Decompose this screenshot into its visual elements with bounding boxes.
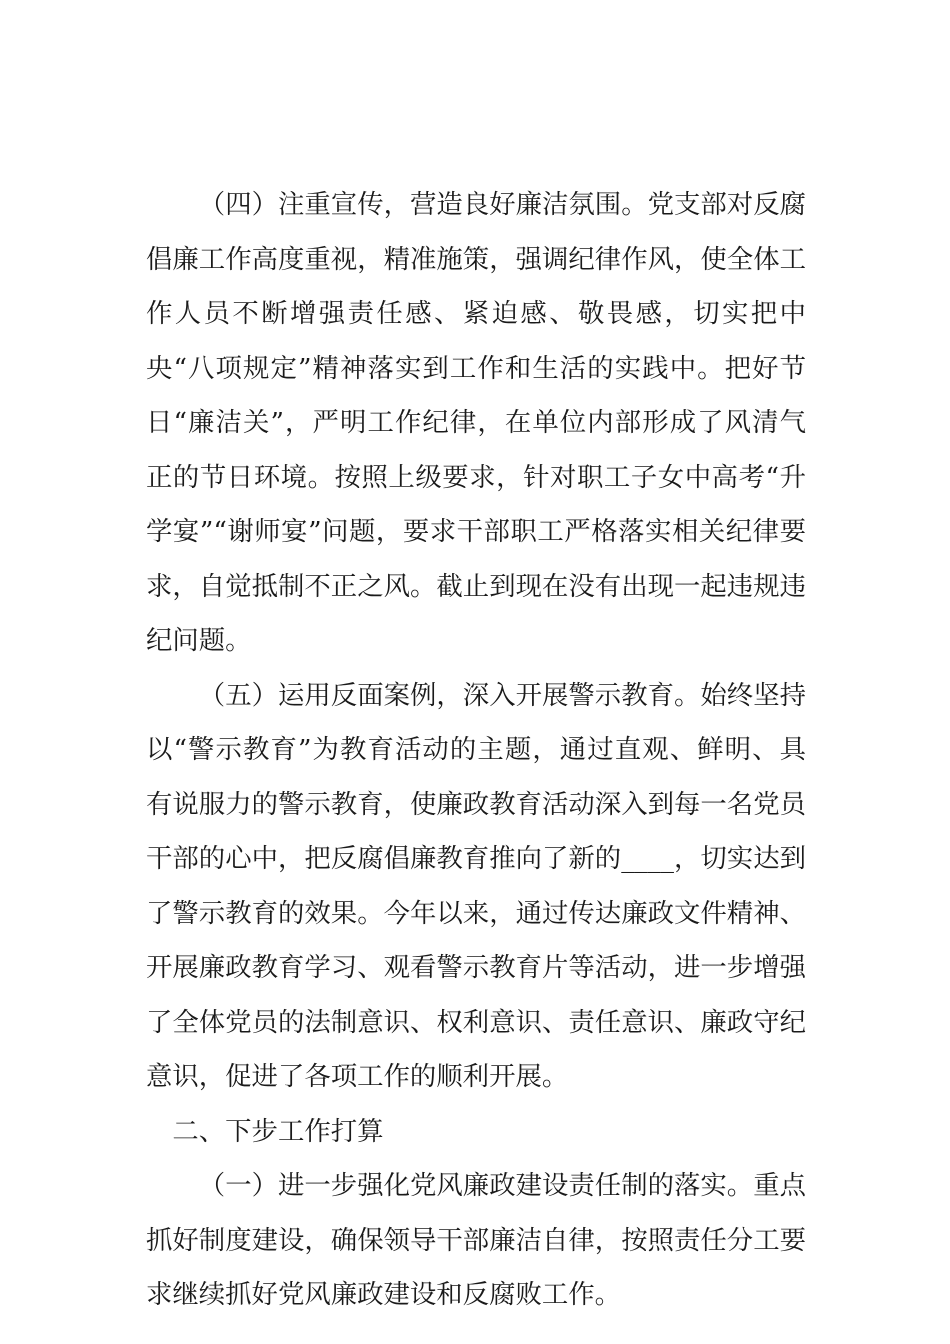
paragraph-publicity: （四）注重宣传，营造良好廉洁氛围。党支部对反腐倡廉工作高度重视，精准施策，强调纪律作风，使全体工作人员不断增强责任感、紧迫感、敬畏感，切实把中央“八项规定”精神落实到工作和生活的实践中。把好节日“廉洁关”，严明工作纪律，在单位内部形成了风清气正的节日环境。按照上级要求，针对职工子女中高考“升学宴”“谢师宴”问题，要求干部职工严格落实相关纪律要求，自觉抵制不正之风。截止到现在没有出现一起违规违纪问题。	[146, 189, 806, 656]
paragraph-responsibility-system: （一）进一步强化党风廉政建设责任制的落实。重点抓好制度建设，确保领导干部廉洁自律，按照责任分工要求继续抓好党风廉政建设和反腐败工作。	[146, 1170, 806, 1310]
document-body	[146, 178, 806, 1323]
paragraph-warning-education: （五）运用反面案例，深入开展警示教育。始终坚持以“警示教育”为教育活动的主题，通过直观、鲜明、具有说服力的警示教育，使廉政教育活动深入到每一名党员干部的心中，把反腐倡廉教育推向了新的____，切实达到了警示教育的效果。今年以来，通过传达廉政文件精神、开展廉政教育学习、观看警示教育片等活动，进一步增强了全体党员的法制意识、权利意识、责任意识、廉政守纪意识，促进了各项工作的顺利开展。	[146, 679, 806, 1092]
section-heading-next-steps: 二、下步工作打算	[172, 1115, 384, 1147]
